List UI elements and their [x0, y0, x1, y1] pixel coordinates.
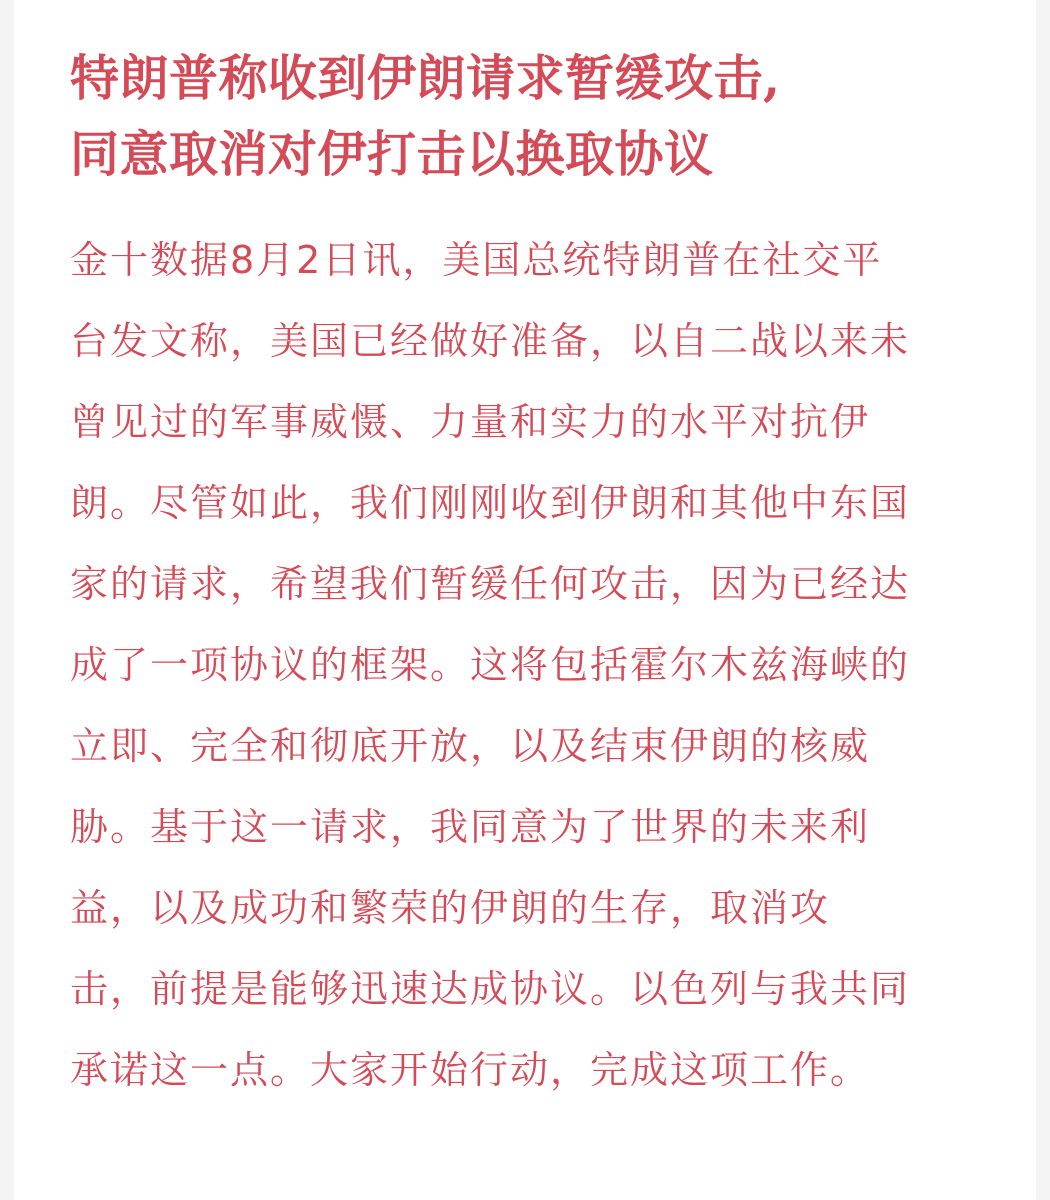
body-line-11: 承诺这一点。大家开始行动，完成这项工作。	[70, 1048, 871, 1092]
body-line-10: 击，前提是能够迅速达成协议。以色列与我共同	[70, 967, 911, 1011]
body-line-5: 家的请求，希望我们暂缓任何攻击，因为已经达	[70, 562, 911, 606]
headline-line-1: 特朗普称收到伊朗请求暂缓攻击,	[70, 49, 781, 107]
headline-line-2: 同意取消对伊打击以换取协议	[70, 125, 714, 183]
body-line-8: 胁。基于这一请求，我同意为了世界的未来利	[70, 805, 871, 849]
body-line-6: 成了一项协议的框架。这将包括霍尔木兹海峡的	[70, 643, 911, 687]
headline	[70, 40, 1000, 192]
body-line-4: 朗。尽管如此，我们刚刚收到伊朗和其他中东国	[70, 481, 911, 525]
body-line-3: 曾见过的军事威慑、力量和实力的水平对抗伊	[70, 400, 871, 444]
body-line-7: 立即、完全和彻底开放，以及结束伊朗的核威	[70, 724, 871, 768]
article	[70, 40, 1000, 1111]
body-line-9: 益，以及成功和繁荣的伊朗的生存，取消攻	[70, 886, 831, 930]
body-line-1: 金十数据8月2日讯，美国总统特朗普在社交平	[70, 238, 883, 282]
left-margin-rail	[0, 0, 14, 1200]
article-body	[70, 220, 1000, 1111]
body-line-2: 台发文称，美国已经做好准备，以自二战以来未	[70, 319, 911, 363]
right-margin-rail	[1036, 0, 1050, 1200]
